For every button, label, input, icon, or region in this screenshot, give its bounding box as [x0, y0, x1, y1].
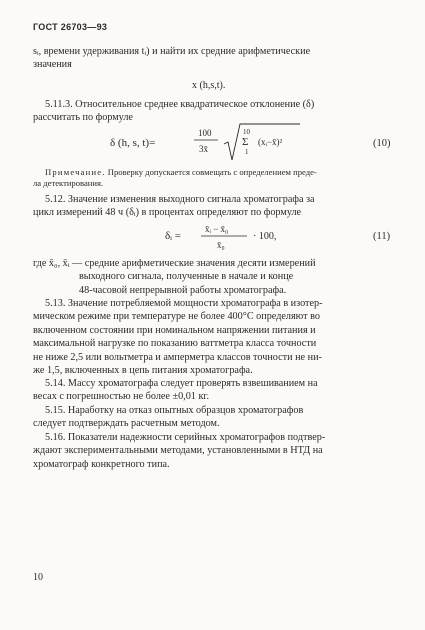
section-5-11-3-line-2: рассчитать по формуле — [33, 112, 133, 124]
section-5-16 — [33, 431, 405, 471]
formula-11-tail: · 100, — [253, 231, 277, 242]
formula-mean: x (h,s,t). — [192, 80, 226, 91]
section-5-13-line-4: максимальной нагрузке по показанию ваттметра класса точности — [33, 338, 317, 350]
paragraph-intro — [33, 45, 405, 72]
formula-11 — [165, 220, 400, 260]
note-text-line-1: Проверку допускается совмещать с определением преде- — [107, 167, 317, 177]
section-5-13-line-2: мическом режиме при температуре не более 400°С определяют во — [33, 311, 320, 323]
section-5-16-line-2: ждают экспериментальными методами, установленными в НТД на — [33, 445, 323, 457]
note-label: Примечание. — [45, 167, 106, 177]
section-5-15-line-1: 5.15. Наработку на отказ опытных образцов хроматографов — [45, 405, 304, 416]
where-line-2: выходного сигнала, полученные в начале и конце — [79, 271, 294, 283]
formula-11-number: (11) — [373, 231, 391, 242]
section-5-16-line-1: 5.16. Показатели надежности серийных хроматографов подтвер- — [45, 432, 326, 443]
note-text-line-2: ла детектирования. — [33, 178, 104, 188]
section-5-12-line-2: цикл измерений 48 ч (δᵢ) в процентах определяют по формуле — [33, 207, 302, 219]
section-5-13 — [33, 297, 405, 377]
formula-10-sum-top: 10 — [243, 128, 250, 136]
where-line-1: где x̄₀, x̄ᵢ — средние арифметические значения десяти измерений — [33, 258, 316, 269]
where-clause — [33, 257, 405, 297]
section-5-14 — [33, 377, 405, 404]
paragraph-intro-line-1: sᵢ, времени удерживания tᵢ) и найти их средние арифметические — [33, 46, 311, 57]
section-5-12 — [33, 193, 405, 220]
document-header: ГОСТ 26703—93 — [33, 22, 108, 32]
formula-10-number: (10) — [373, 138, 391, 149]
formula-10-sum-bottom: 1 — [245, 148, 249, 156]
section-5-13-line-3: включенном состоянии при номинальном напряжении питания и — [33, 324, 316, 336]
page-number: 10 — [33, 572, 43, 583]
formula-10-lhs: δ (h, s, t)= — [110, 137, 156, 149]
section-5-15-line-2: следует подтверждать расчетным методом. — [33, 418, 220, 430]
section-5-13-line-5: не ниже 2,5 или вольтметра и амперметра классов точности не ни- — [33, 351, 322, 363]
formula-10-coef-num: 100 — [198, 128, 212, 138]
section-5-11-3 — [33, 98, 405, 125]
formula-10 — [110, 122, 400, 166]
section-5-16-line-3: хроматограф конкретного типа. — [33, 458, 170, 470]
formula-10-sum-body: (xᵢ−x̄)² — [258, 137, 283, 147]
formula-11-denominator: x̄₀ — [217, 240, 225, 250]
formula-10-sum-symbol: Σ — [242, 136, 249, 148]
section-5-12-line-1: 5.12. Значение изменения выходного сигнала хроматографа за — [45, 194, 315, 205]
section-5-11-3-line-1: 5.11.3. Относительное среднее квадратическое отклонение (δ) — [45, 99, 315, 110]
where-line-3: 48-часовой непрерывной работы хроматографа. — [79, 284, 287, 296]
section-5-14-line-2: весах с погрешностью не более ±0,01 кг. — [33, 391, 209, 403]
section-5-13-line-1: 5.13. Значение потребляемой мощности хроматографа в изотер- — [45, 298, 323, 309]
formula-11-numerator: x̄ᵢ − x̄₀ — [205, 224, 229, 234]
section-5-13-line-6: же 1,5, включенных в цепь питания хроматографа. — [33, 365, 253, 377]
section-5-15 — [33, 404, 405, 431]
section-5-14-line-1: 5.14. Массу хроматографа следует проверять взвешиванием на — [45, 378, 318, 389]
formula-10-coef-den: 3x̄ — [199, 144, 208, 154]
formula-11-lhs: δᵢ = — [165, 230, 181, 242]
paragraph-intro-line-2: значения — [33, 59, 72, 71]
note — [33, 167, 405, 189]
